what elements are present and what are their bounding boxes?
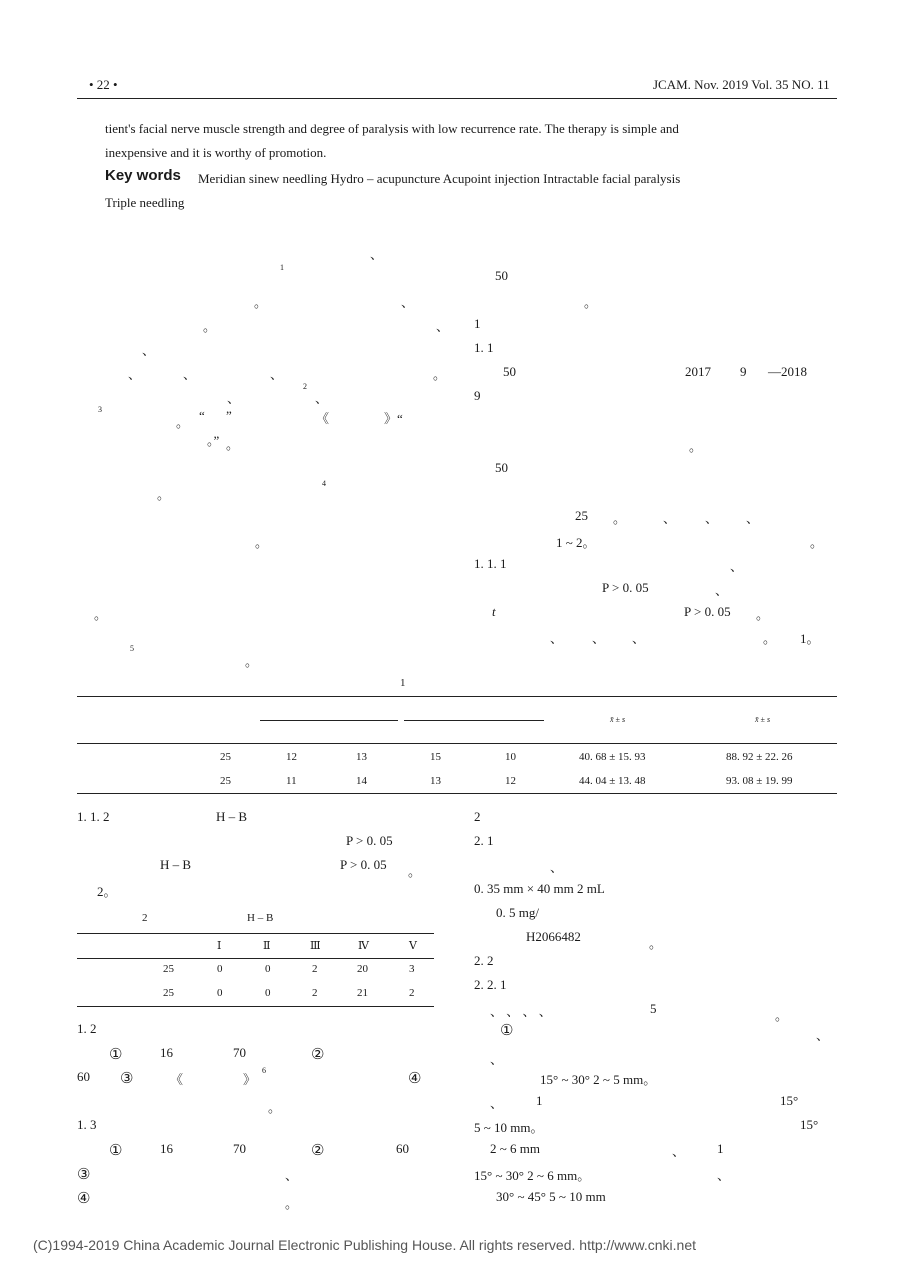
fragment: 9 (740, 364, 747, 379)
table-header-cell: Ⅳ (358, 940, 369, 952)
fragment: 。 (763, 631, 777, 646)
fragment: 《 (170, 1072, 184, 1087)
fragment: 、 (270, 367, 284, 382)
fragment: 、 (730, 559, 744, 574)
fragment: 70 (233, 1141, 246, 1156)
table-cell: 93. 08 ± 19. 99 (726, 775, 793, 787)
approval-code: H2066482 (526, 929, 581, 944)
fragment: 。 (157, 487, 171, 502)
fragment: 1。 (800, 631, 820, 646)
section-heading: 1. 1. 1 (474, 556, 507, 571)
section-heading: 1. 1. 2 (77, 809, 110, 824)
citation-marker: 3 (98, 405, 102, 414)
fragment: 。 (584, 295, 598, 310)
fragment: 50 (495, 460, 508, 475)
fragment: 、 (370, 247, 384, 262)
fragment: 、 (715, 583, 729, 598)
table-1-col-header: x̄ ± s (610, 715, 626, 724)
table-cell: 25 (220, 751, 231, 763)
fragment: 70 (233, 1045, 246, 1060)
table-cell: 20 (357, 963, 368, 975)
fragment: 、 (672, 1144, 686, 1159)
table-cell: 12 (505, 775, 516, 787)
table-cell: 88. 92 ± 22. 26 (726, 751, 793, 763)
fragment: 。 (775, 1008, 789, 1023)
section-heading: 1. 2 (77, 1021, 97, 1036)
fragment: 、 (401, 295, 415, 310)
fragment: 、 (490, 1052, 504, 1067)
fragment: 。 (408, 864, 422, 879)
header-rule (77, 98, 837, 99)
fragment: 50 (503, 364, 516, 379)
fragment: 。 (649, 936, 663, 951)
table-cell: 0 (217, 963, 223, 975)
fragment: 2017 (685, 364, 711, 379)
fragment: 60 (396, 1141, 409, 1156)
circled-number: ③ (120, 1071, 134, 1087)
p-value: P > 0. 05 (602, 580, 649, 595)
fragment: 60 (77, 1069, 90, 1084)
table-cell: 0 (265, 987, 271, 999)
fragment: 、 (142, 343, 156, 358)
section-heading: 1. 1 (474, 340, 494, 355)
fragment: 。 (203, 319, 217, 334)
page-number: • 22 • (89, 77, 118, 92)
table-cell: 12 (286, 751, 297, 763)
fragment: H – B (216, 809, 248, 824)
citation-marker: 6 (262, 1066, 266, 1075)
section-heading: 2 (474, 809, 481, 824)
copyright-footer: (C)1994-2019 China Academic Journal Electronic Publishing House. All rights reserved. http://www.cnki.net (33, 1237, 696, 1253)
table-header-cell: Ⅲ (310, 940, 321, 952)
angle-depth: 15° ~ 30° 2 ~ 5 mm。 (540, 1072, 657, 1087)
angle-depth: 30° ~ 45° 5 ~ 10 mm (496, 1189, 606, 1204)
keywords-line-1: Meridian sinew needling Hydro – acupuncture Acupoint injection Intractable facial paralysis (198, 171, 681, 186)
section-heading: 2. 1 (474, 833, 494, 848)
fragment: 、 (183, 367, 197, 382)
table-cell: 10 (505, 751, 516, 763)
angle-depth: 15° ~ 30° 2 ~ 6 mm。 (474, 1168, 591, 1183)
table-cell: 2 (312, 987, 318, 999)
fragment: 、 (632, 631, 646, 646)
table-bottom-rule (77, 1006, 434, 1007)
fragment: 。 (433, 367, 447, 382)
depth: 5 ~ 10 mm。 (474, 1120, 544, 1135)
fragment: 、 (717, 1168, 731, 1183)
table-top-rule (77, 696, 837, 697)
p-value: P > 0. 05 (346, 833, 393, 848)
table-cell: 13 (430, 775, 441, 787)
fragment: 。 (245, 654, 259, 669)
table-top-rule (77, 933, 434, 934)
fragment: 、 (705, 511, 719, 526)
table-cell: 2 (409, 987, 415, 999)
table-cell: 13 (356, 751, 367, 763)
fragment: 、 (816, 1028, 830, 1043)
circled-number: ① (109, 1047, 123, 1063)
table-1-col-header: x̄ ± s (755, 715, 771, 724)
citation-marker: 4 (322, 479, 326, 488)
table-bottom-rule (77, 793, 837, 794)
fragment: 、 (550, 631, 564, 646)
fragment: 、 (746, 511, 760, 526)
fragment: 9 (474, 388, 481, 403)
table-cell: 3 (409, 963, 415, 975)
depth: 2 ~ 6 mm (490, 1141, 541, 1156)
fragment: ” (226, 408, 232, 423)
fragment: 、 (436, 319, 450, 334)
citation-marker: 1 (280, 263, 284, 272)
table-cell: 25 (163, 987, 174, 999)
fragment: 1 (536, 1093, 543, 1108)
circled-number: ① (500, 1023, 514, 1039)
table-header-cell: Ⅱ (263, 940, 271, 952)
fragment: 。 (285, 1196, 299, 1211)
table-cell: 40. 68 ± 15. 93 (579, 751, 646, 763)
section-heading: 1. 3 (77, 1117, 97, 1132)
fragment: 。 (613, 511, 627, 526)
fragment: 。 (689, 439, 703, 454)
circled-number: ④ (408, 1071, 422, 1087)
circled-number: ③ (77, 1167, 91, 1183)
journal-header: JCAM. Nov. 2019 Vol. 35 NO. 11 (653, 77, 830, 92)
circled-number: ② (311, 1047, 325, 1063)
fragment: 《 (316, 411, 330, 426)
table-cell: 0 (265, 963, 271, 975)
fragment: 、 (227, 391, 241, 406)
fragment: 、 (490, 1096, 504, 1111)
fragment: 。 (254, 295, 268, 310)
table-cell: 44. 04 ± 13. 48 (579, 775, 646, 787)
table-cell: 15 (430, 751, 441, 763)
table-2-caption-number: 2 (142, 912, 148, 924)
fragment: 。 (226, 437, 240, 452)
p-value: P > 0. 05 (340, 857, 387, 872)
p-value: P > 0. 05 (684, 604, 731, 619)
fragment: 1 ~ 2。 (556, 535, 596, 550)
citation-marker: 2 (303, 382, 307, 391)
fragment: 16 (160, 1141, 173, 1156)
fragment: 》 (243, 1072, 257, 1087)
fragment: 2。 (97, 884, 117, 899)
table-cell: 25 (163, 963, 174, 975)
table-header-cell: Ⅴ (409, 940, 417, 952)
fragment: —2018 (768, 364, 807, 379)
fragment: 、 、 、 、 (490, 1004, 552, 1019)
keywords-label: Key words (105, 167, 181, 184)
fragment: 。 (756, 607, 770, 622)
citation-marker: 5 (130, 644, 134, 653)
fragment: 》“ (384, 411, 403, 426)
fragment: 、 (550, 860, 564, 875)
fragment: 、 (128, 367, 142, 382)
fragment: 。” (207, 433, 220, 448)
fragment: 。 (810, 535, 824, 550)
fragment: 、 (592, 631, 606, 646)
fragment: 。 (268, 1100, 282, 1115)
fragment: 。 (176, 415, 190, 430)
table-mid-rule (77, 743, 837, 744)
dose: 0. 5 mg/ (496, 905, 539, 920)
angle: 15° (800, 1117, 819, 1132)
section-heading: 2. 2 (474, 953, 494, 968)
abstract-line-1: tient's facial nerve muscle strength and degree of paralysis with low recurrence rate. The therapy is simple and (105, 121, 679, 136)
table-1-caption: 1 (400, 677, 406, 689)
fragment: 50 (495, 268, 508, 283)
table-cell: 0 (217, 987, 223, 999)
abstract-line-2: inexpensive and it is worthy of promotion. (105, 145, 327, 160)
fragment: H – B (160, 857, 192, 872)
circled-number: ④ (77, 1191, 91, 1207)
table-cell: 21 (357, 987, 368, 999)
fragment: 25 (575, 508, 588, 523)
circled-number: ① (109, 1143, 123, 1159)
fragment: 、 (315, 391, 329, 406)
table-group-rule (260, 720, 398, 721)
fragment: “ (199, 408, 205, 423)
table-cell: 2 (312, 963, 318, 975)
table-2-caption-text: H – B (247, 912, 274, 924)
t-symbol: t (492, 604, 496, 619)
fragment: 1 (717, 1141, 724, 1156)
section-heading: 2. 2. 1 (474, 977, 507, 992)
fragment: 。 (94, 607, 108, 622)
table-group-rule (404, 720, 544, 721)
table-cell: 25 (220, 775, 231, 787)
table-header-cell: Ⅰ (217, 940, 222, 952)
fragment: 。 (255, 535, 269, 550)
needle-spec: 0. 35 mm × 40 mm 2 mL (474, 881, 605, 896)
circled-number: ② (311, 1143, 325, 1159)
section-heading: 1 (474, 316, 481, 331)
fragment: 、 (285, 1168, 299, 1183)
fragment: 5 (650, 1001, 657, 1016)
fragment: 、 (663, 511, 677, 526)
table-cell: 14 (356, 775, 367, 787)
fragment: 16 (160, 1045, 173, 1060)
table-mid-rule (77, 958, 434, 959)
keywords-line-2: Triple needling (105, 195, 185, 210)
table-cell: 11 (286, 775, 297, 787)
angle: 15° (780, 1093, 799, 1108)
